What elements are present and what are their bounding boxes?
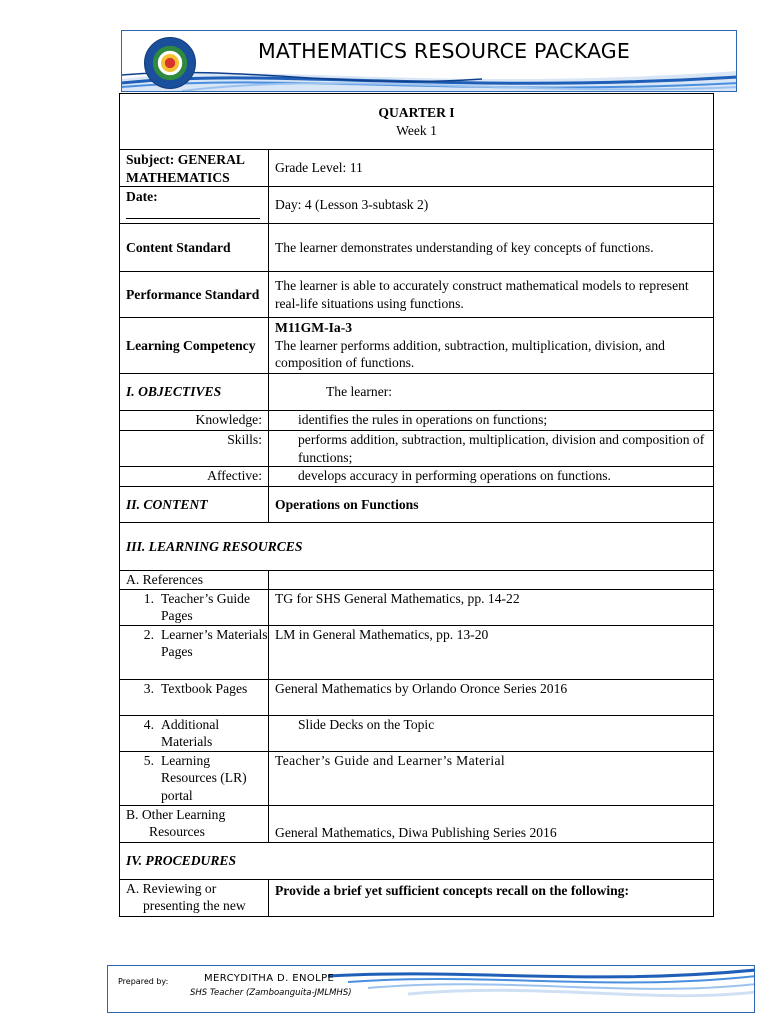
objectives-label: I. OBJECTIVES [120, 374, 269, 411]
learning-competency-label: Learning Competency [120, 318, 269, 374]
content-standard-label: Content Standard [120, 224, 269, 272]
resource-row [120, 589, 714, 625]
objective-affective-row [120, 467, 714, 487]
date-row [120, 187, 714, 224]
resource-row [120, 625, 714, 679]
resource-label: Learner’s Materials Pages [161, 626, 268, 659]
resource-row [120, 751, 714, 805]
resource-label: Additional Materials [161, 716, 220, 749]
date-cell [120, 187, 269, 224]
date-blank-line [126, 208, 260, 219]
page-title: MATHEMATICS RESOURCE PACKAGE [257, 39, 631, 63]
other-resources-row [120, 805, 714, 842]
procedures-label: IV. PROCEDURES [120, 842, 714, 879]
procedure-a-label-2: presenting the new [143, 898, 246, 913]
resource-row [120, 679, 714, 715]
resource-label: Teacher’s Guide Pages [161, 590, 251, 623]
performance-standard-text: The learner is able to accurately construct mathematical models to represent real-life situations using functions. [269, 272, 714, 318]
content-row [120, 487, 714, 523]
competency-code: M11GM-Ia-3 [275, 320, 353, 335]
learning-resources-label: III. LEARNING RESOURCES [120, 523, 714, 571]
procedure-a-row [120, 879, 714, 916]
header-banner [121, 30, 737, 92]
preparer-name: MERCYDITHA D. ENOLPE [204, 973, 335, 984]
learning-resources-row [120, 523, 714, 571]
procedures-row [120, 842, 714, 879]
resource-value: Slide Decks on the Topic [269, 715, 714, 751]
resource-value: General Mathematics by Orlando Oronce Series 2016 [269, 679, 714, 715]
preparer-role: SHS Teacher (Zamboanguita-JMLMHS) [190, 988, 352, 998]
date-label: Date: [126, 189, 158, 204]
day-cell: Day: 4 (Lesson 3-subtask 2) [269, 187, 714, 224]
competency-text: The learner performs addition, subtraction, multiplication, division, and composition of functions. [275, 337, 665, 370]
objectives-row [120, 374, 714, 411]
other-resources-label-cell [120, 805, 269, 842]
performance-standard-label: Performance Standard [120, 272, 269, 318]
learning-competency-cell [269, 318, 714, 374]
resource-value: Teacher’s Guide and Learner’s Material [269, 751, 714, 805]
objective-text: develops accuracy in performing operations on functions. [269, 467, 714, 487]
objectives-intro: The learner: [269, 374, 714, 411]
prepared-by-label: Prepared by: [118, 977, 169, 986]
lesson-plan-table [119, 93, 714, 917]
content-standard-text: The learner demonstrates understanding of key concepts of functions. [269, 224, 714, 272]
other-resources-value: General Mathematics, Diwa Publishing Series 2016 [269, 805, 714, 842]
grade-cell: Grade Level: 11 [269, 150, 714, 187]
footer-banner [107, 965, 755, 1013]
resource-label: Textbook Pages [161, 680, 248, 696]
resource-number: 2. [143, 626, 154, 642]
resource-number: 5. [143, 752, 154, 768]
objective-domain: Knowledge: [120, 411, 269, 431]
procedure-a-label: A. Reviewing or [126, 880, 217, 896]
subject-row [120, 150, 714, 187]
quarter-label: QUARTER I [378, 105, 455, 120]
content-text: Operations on Functions [269, 487, 714, 523]
objective-text: identifies the rules in operations on functions; [269, 411, 714, 431]
resource-number: 1. [143, 590, 154, 606]
resource-value: TG for SHS General Mathematics, pp. 14-22 [269, 589, 714, 625]
resource-value: LM in General Mathematics, pp. 13-20 [269, 625, 714, 679]
week-label: Week 1 [396, 122, 437, 138]
learning-competency-row [120, 318, 714, 374]
objective-domain: Affective: [120, 467, 269, 487]
references-label: A. References [120, 571, 269, 590]
resource-number: 3. [143, 680, 154, 696]
content-standard-row [120, 224, 714, 272]
quarter-row [120, 94, 714, 150]
other-resources-label-2: Resources [149, 824, 205, 839]
objective-text: performs addition, subtraction, multiplication, division and composition of functions; [269, 431, 714, 467]
content-label: II. CONTENT [120, 487, 269, 523]
resource-label: Learning Resources (LR) portal [161, 752, 247, 803]
objective-skills-row [120, 431, 714, 467]
subject-cell: Subject: GENERAL MATHEMATICS [120, 150, 269, 187]
performance-standard-row [120, 272, 714, 318]
references-row [120, 571, 714, 590]
resource-number: 4. [143, 716, 154, 732]
objective-knowledge-row [120, 411, 714, 431]
procedure-a-label-cell [120, 879, 269, 916]
other-resources-label: B. Other Learning [126, 806, 226, 822]
resource-row [120, 715, 714, 751]
procedure-a-text: Provide a brief yet sufficient concepts recall on the following: [269, 879, 714, 916]
objective-domain: Skills: [120, 431, 269, 467]
